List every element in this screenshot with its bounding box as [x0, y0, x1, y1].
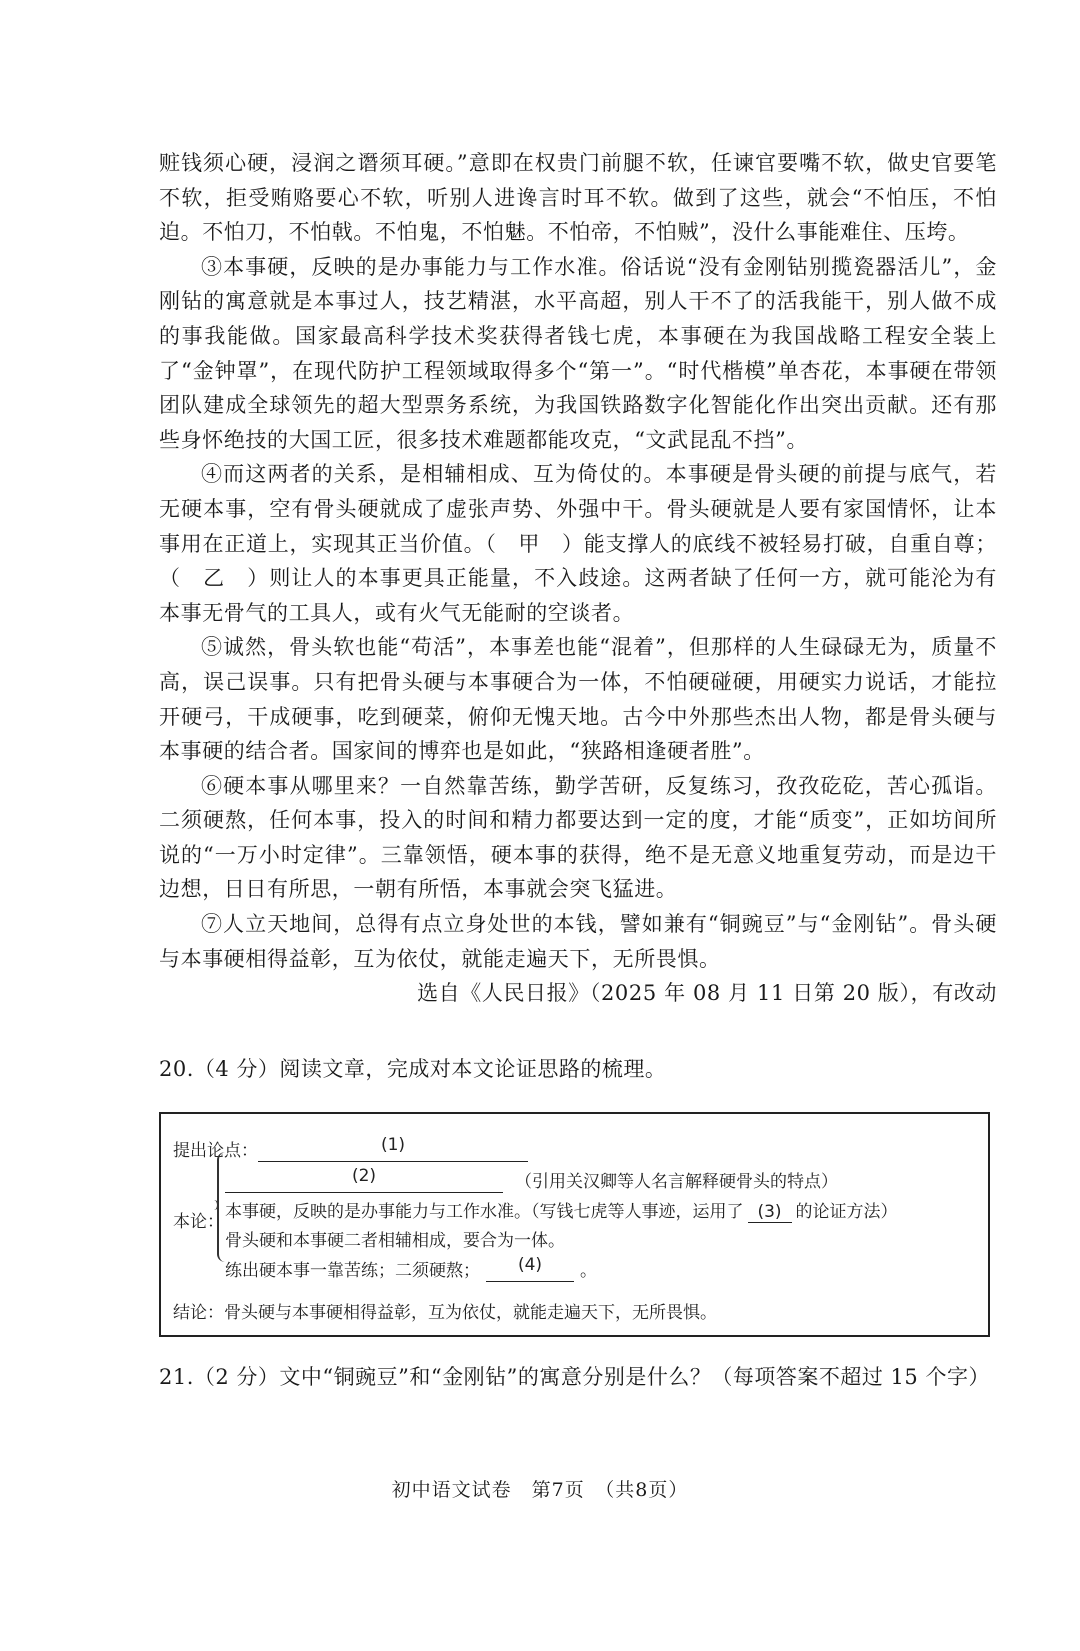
paragraph-continued: 赃钱须心硬，浸润之谮须耳硬。”意即在权贵门前腿不软，任谏官要嘴不软，做史官要笔不软，拒受贿赂要心不软，听别人进谗言时耳不软。做到了这些，就会“不怕压，不怕迫。不怕刀，不怕戟。不怕鬼，不怕魅。不怕帝，不怕贼”，没什么事能难住、压垮。 [159, 151, 997, 245]
question-21: 21.（2 分）文中“铜豌豆”和“金刚钻”的寓意分别是什么？（每项答案不超过 15 个字） [159, 1365, 990, 1389]
body-line-2 [225, 1197, 898, 1223]
body-label: 本论： [173, 1212, 224, 1232]
outline-brace-tip [209, 1200, 219, 1210]
question-20-title: 20.（4 分）阅读文章，完成对本文论证思路的梳理。 [159, 1057, 667, 1081]
page-footer: 初中语文试卷 第7页 （共8页） [391, 1479, 689, 1501]
paragraph-6: ⑥硬本事从哪里来？一自然靠苦练，勤学苦研，反复练习，孜孜矻矻，苦心孤诣。二须硬熬，任何本事，投入的时间和精力都要达到一定的度，才能“质变”，正如坊间所说的“一万小时定律”。三靠领悟，硬本事的获得，绝不是无意义地重复劳动，而是边干边想，日日有所思，一朝有所悟，本事就会突飞猛进。 [159, 773, 997, 902]
source-citation: 选自《人民日报》（2025 年 08 月 11 日第 20 版），有改动 [417, 981, 997, 1006]
body-line-1 [225, 1167, 838, 1193]
paragraph-7: ⑦人立天地间，总得有点立身处世的本钱，譬如兼有“铜豌豆”与“金刚钻”。骨头硬与本事硬相得益彰，互为依仗，就能走遍天下，无所畏惧。 [159, 912, 997, 971]
paragraph-3: ③本事硬，反映的是办事能力与工作水准。俗话说“没有金刚钻别揽瓷器活儿”，金刚钻的寓意就是本事过人，技艺精湛，水平高超，别人干不了的活我能干，别人做不成的事我能做。国家最高科学技术奖获得者钱七虎，本事硬在为我国战略工程安全装上了“金钟罩”，在现代防护工程领域取得多个“第一”。“时代楷模”单杏花，本事硬在带领团队建成全球领先的超大型票务系统，为我国铁路数字化智能化作出突出贡献。还有那些身怀绝技的大国工匠，很多技术难题都能攻克，“文武昆乱不挡”。 [159, 254, 997, 452]
body-line-1-note: （引用关汉卿等人名言解释硬骨头的特点） [515, 1172, 838, 1192]
blank-2-number: (2) [351, 1166, 377, 1186]
body-line-4-text: 练出硬本事一靠苦练；二须硬熬； [225, 1261, 480, 1281]
answer-blank-4[interactable] [486, 1255, 574, 1282]
body-line-2-text: 本事硬，反映的是办事能力与工作水准。（写钱七虎等人事迹，运用了 [225, 1202, 744, 1222]
answer-blank-1[interactable] [258, 1135, 528, 1162]
answer-blank-2[interactable] [225, 1166, 503, 1193]
blank-1-number: (1) [380, 1135, 406, 1155]
reading-passage [159, 146, 997, 1011]
body-line-4 [225, 1256, 597, 1282]
body-line-2-tail: 的论证方法） [795, 1202, 898, 1222]
blank-4-number: (4) [517, 1255, 543, 1275]
argument-outline-box [159, 1112, 990, 1337]
paragraph-4: ④而这两者的关系，是相辅相成、互为倚仗的。本事硬是骨头硬的前提与底气，若无硬本事，空有骨头硬就成了虚张声势、外强中干。骨头硬就是人要有家国情怀，让本事用在正道上，实现其正当价值。（ 甲 ）能支撑人的底线不被轻易打破，自重自尊；（ 乙 ）则让人的本事更具正能量，不入歧途。这两者缺了任何一方，就可能沦为有本事无骨气的工具人，或有火气无能耐的空谈者。 [159, 462, 997, 625]
body-line-4-tail: 。 [580, 1261, 597, 1281]
conclusion-row: 结论：骨头硬与本事硬相得益彰，互为依仗，就能走遍天下，无所畏惧。 [173, 1303, 717, 1323]
blank-3-number: (3) [757, 1202, 782, 1222]
body-line-3: 骨头硬和本事硬二者相辅相成，要合为一体。 [225, 1231, 565, 1251]
paragraph-5: ⑤诚然，骨头软也能“苟活”，本事差也能“混着”，但那样的人生碌碌无为，质量不高，误己误事。只有把骨头硬与本事硬合为一体，不怕硬碰硬，用硬实力说话，才能拉开硬弓，干成硬事，吃到硬菜，俯仰无愧天地。古今中外那些杰出人物，都是骨头硬与本事硬的结合者。国家间的博弈也是如此，“狭路相逢硬者胜”。 [159, 635, 997, 764]
claim-label: 提出论点： [173, 1141, 258, 1161]
answer-blank-3[interactable] [748, 1202, 792, 1223]
